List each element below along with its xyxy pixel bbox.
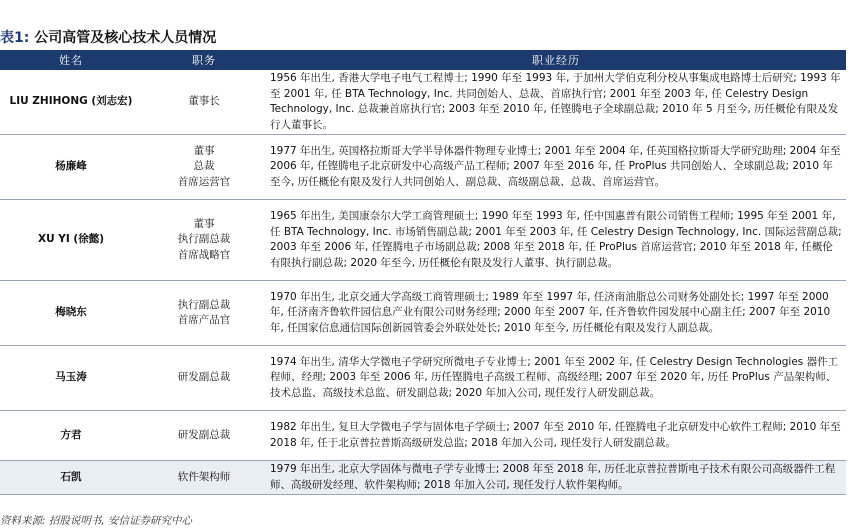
position-line: 研发副总裁 — [177, 371, 231, 384]
table-row — [0, 281, 846, 346]
position-line: 执行副总裁 — [177, 298, 231, 311]
position-line: 总裁 — [193, 160, 215, 173]
table-row — [0, 346, 846, 411]
person-position — [142, 70, 266, 135]
table-title — [0, 27, 216, 49]
position-line: 首席战略官 — [177, 248, 231, 261]
header-experience: 职业经历 — [266, 50, 846, 70]
person-name: 石凯 — [0, 461, 142, 495]
person-position — [142, 135, 266, 200]
position-line: 董事 — [193, 144, 215, 157]
person-experience: 1974 年出生, 清华大学微电子学研究所微电子专业博士; 2001 年至 2002 年, 任 Celestry Design Technologies 器件工程师、经理; 2003 年至 2006 年, 历任铿腾电子高级工程师、高级经理; 2007 年至 2020 年, 历任 ProPlus 产品架构师、技术总监、高级技术总监、研发副总裁; 2020 年加入公司, 现任发行人研发副总裁。 — [266, 346, 846, 411]
person-name: 杨廉峰 — [0, 135, 142, 200]
header-position: 职务 — [142, 50, 266, 70]
person-experience: 1965 年出生, 美国康奈尔大学工商管理硕士; 1990 年至 1993 年, 任中国惠普有限公司销售工程师; 1995 年至 2001 年, 任 BTA Technology, Inc. 市场销售副总裁; 2001 年至 2003 年, 任 Celestry Design Technology, Inc. 国际运营副总裁; 2003 年至 2006 年, 任铿腾电子市场副总裁; 2008 年至 2018 年, 任 ProPlus 首席运营官; 2010 年至 2018 年, 任概伦有限执行副总裁; 2020 年至今, 历任概伦有限及发行人董事、执行副总裁。 — [266, 200, 846, 281]
person-experience: 1982 年出生, 复旦大学微电子学与固体电子学硕士; 2007 年至 2010 年, 任铿腾电子北京研发中心软件工程师; 2010 年至 2018 年, 任于北京普拉普斯高级研发总监; 2018 年加入公司, 现任发行人研发副总裁。 — [266, 411, 846, 461]
person-experience: 1956 年出生, 香港大学电子电气工程博士; 1990 年至 1993 年, 于加州大学伯克利分校从事集成电路博士后研究; 1993 年至 2001 年, 任 BTA Technology, Inc. 共同创始人、总裁、首席执行官; 2001 年至 2003 年, 任 Celestry Design Technology, Inc. 总裁兼首席执行官; 2003 年至 2010 年, 任铿腾电子全球副总裁; 2010 年 5 月至今, 历任概伦有限及发行人董事长。 — [266, 70, 846, 135]
position-line: 首席产品官 — [177, 314, 231, 326]
person-experience: 1970 年出生, 北京交通大学高级工商管理硕士; 1989 年至 1997 年, 任济南油脂总公司财务处副处长; 1997 年至 2000 年, 任济南齐鲁软件园信息产业有限公司财务经理; 2000 年至 2007 年, 任齐鲁软件园发展中心副主任; 2007 年至 2010 年, 任国家信息通信国际创新园管委会外联处处长; 2010 年至今, 历任概伦有限及发行人副总裁。 — [266, 281, 846, 346]
table-title-prefix: 表1: — [0, 30, 30, 46]
person-experience: 1979 年出生, 北京大学固体与微电子学专业博士; 2008 年至 2018 年, 历任北京普拉普斯电子技术有限公司高级器件工程师、高级研发经理、软件架构师; 2018 年加入公司, 现任发行人软件架构师。 — [266, 461, 846, 495]
position-line: 软件架构师 — [177, 470, 231, 483]
source-note: 资料来源: 招股说明书, 安信证券研究中心 — [0, 515, 193, 527]
person-name: LIU ZHIHONG (刘志宏) — [0, 70, 142, 135]
table-row — [0, 411, 846, 461]
position-line: 董事 — [193, 217, 215, 230]
person-position — [142, 281, 266, 346]
table-row — [0, 461, 846, 495]
person-position — [142, 411, 266, 461]
person-name: 方君 — [0, 411, 142, 461]
management-table — [0, 50, 846, 495]
person-experience: 1977 年出生, 英国格拉斯哥大学半导体器件物理专业博士; 2001 年至 2004 年, 任英国格拉斯哥大学研究助理; 2004 年至 2006 年, 任铿腾电子北京研发中心高级产品工程师; 2007 年至 2016 年, 任 ProPlus 共同创始人、全球副总裁; 2010 年至今, 历任概伦有限及发行人共同创始人、副总裁、高级副总裁、总裁、首席运营官。 — [266, 135, 846, 200]
header-name: 姓名 — [0, 50, 142, 70]
position-line: 董事长 — [188, 95, 220, 108]
table-row — [0, 200, 846, 281]
person-position — [142, 200, 266, 281]
header-row — [0, 50, 846, 70]
table-row — [0, 135, 846, 200]
person-name: 梅晓东 — [0, 281, 142, 346]
position-line: 首席运营官 — [177, 175, 231, 188]
person-position — [142, 461, 266, 495]
person-name: XU YI (徐懿) — [0, 200, 142, 281]
table-title-text: 公司高管及核心技术人员情况 — [34, 30, 217, 46]
position-line: 研发副总裁 — [177, 428, 231, 441]
person-name: 马玉涛 — [0, 346, 142, 411]
table-row — [0, 70, 846, 135]
position-line: 执行副总裁 — [177, 233, 231, 246]
person-position — [142, 346, 266, 411]
